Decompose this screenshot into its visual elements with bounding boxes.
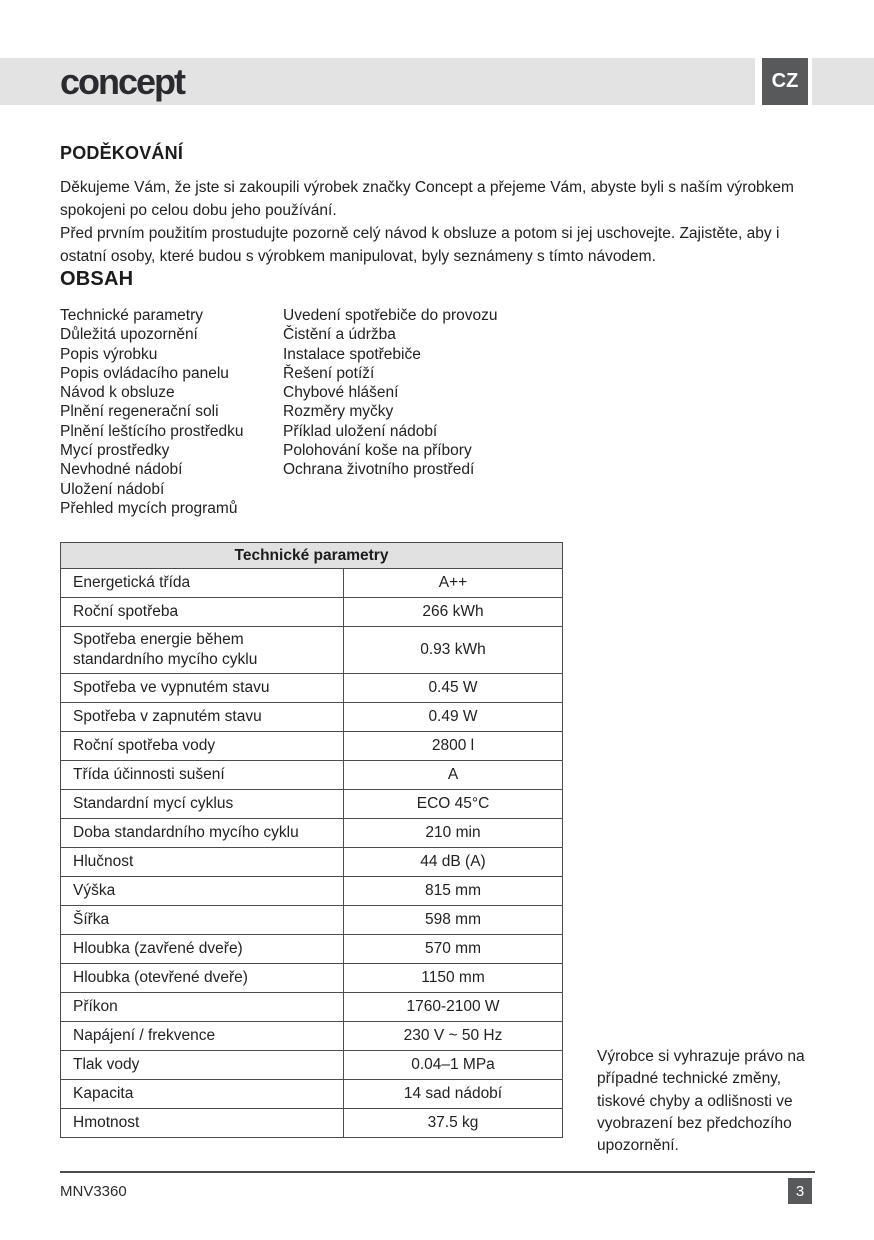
technical-parameters-table <box>60 542 563 1138</box>
spec-value: 14 sad nádobí <box>344 1080 563 1109</box>
thanks-paragraph: Děkujeme Vám, že jste si zakoupili výrobek značky Concept a přejeme Vám, abyste byli s naším výrobkem spokojeni po celou dobu jeho používání. <box>60 179 794 219</box>
spec-label: Hloubka (zavřené dveře) <box>61 935 344 964</box>
toc-columns <box>60 306 620 518</box>
spec-value: 0.49 W <box>344 703 563 732</box>
toc-item: Uvedení spotřebiče do provozu <box>283 307 498 324</box>
spec-label: Spotřeba ve vypnutém stavu <box>61 674 344 703</box>
spec-value: 598 mm <box>344 906 563 935</box>
spec-value: A <box>344 761 563 790</box>
spec-value: 266 kWh <box>344 598 563 627</box>
toc-title: OBSAH <box>60 268 134 290</box>
toc-item: Chybové hlášení <box>283 384 399 402</box>
toc-item: Popis výrobku <box>60 345 158 363</box>
toc-item: Čistění a údržba <box>283 326 396 344</box>
spec-label: Hlučnost <box>61 848 344 877</box>
spec-row <box>61 703 563 732</box>
manufacturer-disclaimer: Výrobce si vyhrazuje právo na případné technické změny, tiskové chyby a odlišnosti ve vyobrazení bez předchozího upozornění. <box>597 1048 805 1155</box>
toc-item: Plnění regenerační soli <box>60 403 219 421</box>
toc-item: Řešení potíží <box>283 364 375 382</box>
language-badge: CZ <box>762 58 808 105</box>
spec-value: 230 V ~ 50 Hz <box>344 1022 563 1051</box>
spec-label: Třída účinnosti sušení <box>61 761 344 790</box>
spec-value: 0.93 kWh <box>344 627 563 674</box>
spec-row <box>61 790 563 819</box>
toc-item: Nevhodné nádobí <box>60 461 183 479</box>
table-title: Technické parametry <box>61 543 563 569</box>
toc-item: Přehled mycích programů <box>60 499 238 517</box>
spec-row <box>61 906 563 935</box>
thanks-paragraph: Před prvním použitím prostudujte pozorně celý návod k obsluze a potom si jej uschovejte. Zajistěte, aby i ostatní osoby, které budou s výrobkem manipulovat, byly seznámeny s tímto návodem. <box>60 225 780 265</box>
toc-right-column <box>283 306 620 518</box>
toc-item: Popis ovládacího panelu <box>60 364 229 382</box>
spec-row <box>61 848 563 877</box>
spec-value: 815 mm <box>344 877 563 906</box>
thanks-section-text <box>60 176 817 268</box>
spec-row <box>61 1080 563 1109</box>
spec-label: Výška <box>61 877 344 906</box>
spec-row <box>61 761 563 790</box>
toc-item: Mycí prostředky <box>60 442 170 460</box>
spec-value: 1150 mm <box>344 964 563 993</box>
model-number: MNV3360 <box>60 1183 127 1200</box>
concept-logo: concept <box>60 60 185 102</box>
spec-value: 0.45 W <box>344 674 563 703</box>
spec-label: Napájení / frekvence <box>61 1022 344 1051</box>
toc-item: Instalace spotřebiče <box>283 345 421 363</box>
spec-row <box>61 627 563 674</box>
toc-item: Plnění leštícího prostředku <box>60 422 244 440</box>
toc-item: Ochrana životního prostředí <box>283 461 475 479</box>
spec-row <box>61 598 563 627</box>
toc-item: Technické parametry <box>60 307 204 324</box>
spec-label: Šířka <box>61 906 344 935</box>
spec-value: 2800 l <box>344 732 563 761</box>
spec-value: ECO 45°C <box>344 790 563 819</box>
spec-value: A++ <box>344 569 563 598</box>
spec-value: 210 min <box>344 819 563 848</box>
toc-left-column <box>60 306 283 518</box>
spec-value: 570 mm <box>344 935 563 964</box>
spec-row <box>61 732 563 761</box>
spec-label: Energetická třída <box>61 569 344 598</box>
spec-value: 37.5 kg <box>344 1109 563 1138</box>
spec-row <box>61 935 563 964</box>
spec-label: Standardní mycí cyklus <box>61 790 344 819</box>
spec-label: Příkon <box>61 993 344 1022</box>
toc-item: Uložení nádobí <box>60 480 165 498</box>
spec-row <box>61 993 563 1022</box>
spec-label: Roční spotřeba vody <box>61 732 344 761</box>
toc-item: Polohování koše na příbory <box>283 442 472 460</box>
spec-value: 1760-2100 W <box>344 993 563 1022</box>
toc-item: Rozměry myčky <box>283 403 394 421</box>
header-bar-right-segment <box>812 58 874 105</box>
spec-label: Kapacita <box>61 1080 344 1109</box>
footer-divider <box>60 1171 815 1173</box>
spec-row <box>61 674 563 703</box>
spec-row <box>61 569 563 598</box>
spec-label: Hloubka (otevřené dveře) <box>61 964 344 993</box>
spec-row <box>61 877 563 906</box>
spec-value: 0.04–1 MPa <box>344 1051 563 1080</box>
spec-label: Roční spotřeba <box>61 598 344 627</box>
spec-label: Tlak vody <box>61 1051 344 1080</box>
spec-row <box>61 819 563 848</box>
page-number-badge: 3 <box>788 1178 812 1204</box>
toc-item: Návod k obsluze <box>60 384 175 402</box>
spec-row <box>61 1022 563 1051</box>
spec-label: Spotřeba v zapnutém stavu <box>61 703 344 732</box>
spec-label: Spotřeba energie během standardního mycího cyklu <box>61 627 344 674</box>
spec-value: 44 dB (A) <box>344 848 563 877</box>
spec-label: Hmotnost <box>61 1109 344 1138</box>
spec-row <box>61 1051 563 1080</box>
spec-label: Doba standardního mycího cyklu <box>61 819 344 848</box>
table-body <box>61 569 563 1138</box>
spec-row <box>61 964 563 993</box>
thanks-section-title: PODĚKOVÁNÍ <box>60 143 184 163</box>
table-header-row <box>61 543 563 569</box>
toc-item: Příklad uložení nádobí <box>283 422 438 440</box>
header-bar <box>0 58 755 105</box>
toc-item: Důležitá upozornění <box>60 326 198 344</box>
spec-row <box>61 1109 563 1138</box>
